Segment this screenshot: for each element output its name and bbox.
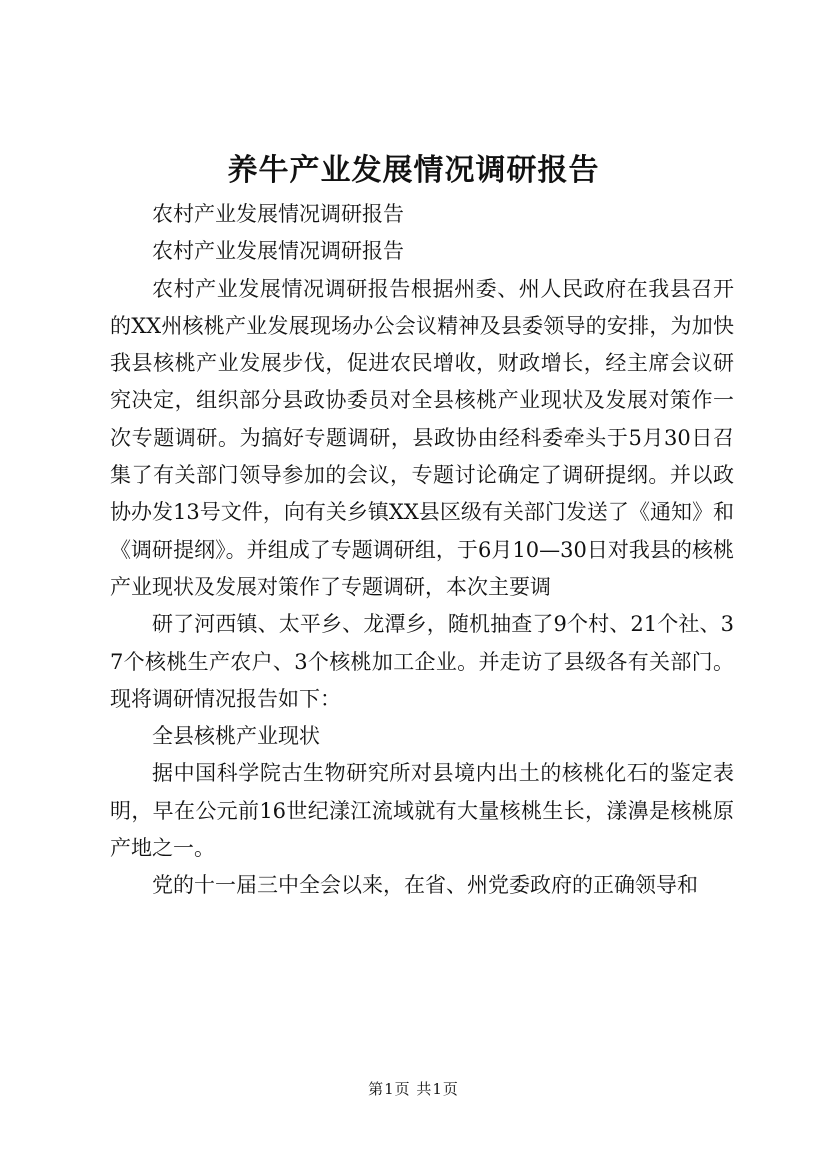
document-body	[110, 196, 734, 905]
paragraph-subtitle-1: 农村产业发展情况调研报告	[152, 202, 404, 226]
document-title: 养牛产业发展情况调研报告	[227, 153, 600, 188]
paragraph-fossil-history: 据中国科学院古生物研究所对县境内出土的核桃化石的鉴定表明，早在公元前16世纪漾江流域就有大量核桃生长，漾濞是核桃原产地之一。	[110, 761, 734, 861]
page-footer: 第1页 共1页	[368, 1080, 459, 1098]
section-heading-current-status: 全县核桃产业现状	[152, 724, 320, 749]
paragraph-survey-scope: 研了河西镇、太平乡、龙潭乡，随机抽查了9个村、21个社、37个核桃生产农户、3个核桃加工企业。并走访了县级各有关部门。现将调研情况报告如下：	[110, 612, 734, 711]
paragraph-development: 党的十一届三中全会以来，在省、州党委政府的正确领导和	[152, 873, 698, 898]
paragraph-intro: 农村产业发展情况调研报告根据州委、州人民政府在我县召开的XX州核桃产业发展现场办公会议精神及县委领导的安排，为加快我县核桃产业发展步伐，促进农民增收，财政增长，经主席会议研究决定，组织部分县政协委员对全县核桃产业现状及发展对策作一次专题调研。为搞好专题调研，县政协由经科委牵头于5月30日召集了有关部门领导参加的会议，专题讨论确定了调研提纲。并以政协办发13号文件，向有关乡镇XX县区级有关部门发送了《通知》和《调研提纲》。并组成了专题调研组，于6月10—30日对我县的核桃产业现状及发展对策作了专题调研，本次主要调	[110, 276, 734, 599]
paragraph-subtitle-2: 农村产业发展情况调研报告	[152, 239, 404, 264]
